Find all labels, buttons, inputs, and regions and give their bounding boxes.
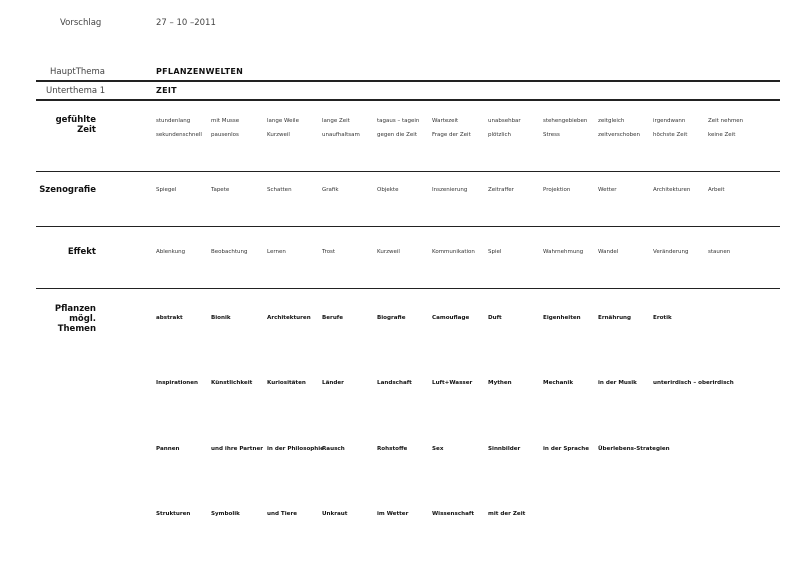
- divider: [36, 80, 780, 82]
- grid-cell: Überlebens-Strategien: [598, 446, 670, 452]
- hauptthema-label: HauptThema: [50, 67, 106, 77]
- grid-cell: Ablenkung: [156, 249, 186, 255]
- grid-cell: zeitgleich: [598, 118, 625, 124]
- grid-cell: Erotik: [653, 315, 672, 321]
- grid-cell: Spiel: [488, 249, 502, 255]
- grid-cell: Rohstoffe: [377, 446, 408, 452]
- divider: [36, 226, 780, 227]
- grid-cell: Sex: [432, 446, 444, 452]
- section-label-pflanzen: [36, 304, 96, 334]
- grid-cell: stehengebieben: [543, 118, 588, 124]
- grid-cell: Schatten: [267, 187, 292, 193]
- grid-cell: Landschaft: [377, 380, 412, 386]
- grid-cell: Architekturen: [653, 187, 691, 193]
- grid-cell: in der Sprache: [543, 446, 590, 452]
- grid-cell: Veränderung: [653, 249, 689, 255]
- grid-cell: Kommunikation: [432, 249, 475, 255]
- grid-cell: Bionik: [211, 315, 231, 321]
- grid-cell: Stress: [543, 132, 560, 138]
- grid-cell: stundenlang: [156, 118, 191, 124]
- grid-cell: Eigenheiten: [543, 315, 581, 321]
- grid-cell: in der Philosophie: [267, 446, 324, 452]
- divider: [36, 99, 780, 101]
- grid-cell: lange Weile: [267, 118, 299, 124]
- grid-cell: Grafik: [322, 187, 339, 193]
- grid-cell: Wissenschaft: [432, 511, 475, 517]
- grid-cell: und ihre Partner: [211, 446, 264, 452]
- grid-cell: staunen: [708, 249, 731, 255]
- grid-cell: Biografie: [377, 315, 406, 321]
- grid-cell: unabsehbar: [488, 118, 521, 124]
- grid-cell: sekundenschnell: [156, 132, 202, 138]
- grid-cell: Camouflage: [432, 315, 470, 321]
- grid-cell: Spiegel: [156, 187, 177, 193]
- divider: [36, 171, 780, 172]
- grid-cell: pausenlos: [211, 132, 239, 138]
- grid-cell: Berufe: [322, 315, 344, 321]
- grid-cell: Sinnbilder: [488, 446, 521, 452]
- grid-cell: Wahrnehmung: [543, 249, 584, 255]
- grid-cell: Länder: [322, 380, 344, 386]
- grid-cell: Zeit nehmen: [708, 118, 744, 124]
- grid-cell: Kurzweil: [267, 132, 290, 138]
- grid-cell: tagaus – tagein: [377, 118, 420, 124]
- unterthema-value: ZEIT: [156, 86, 177, 95]
- grid-cell: Frage der Zeit: [432, 132, 471, 138]
- grid-cell: in der Musik: [598, 380, 637, 386]
- grid-cell: mit Musse: [211, 118, 240, 124]
- divider: [36, 288, 780, 289]
- grid-cell: Strukturen: [156, 511, 191, 517]
- section-label-pflanzen-line2: mögl. Themen: [57, 314, 96, 334]
- grid-cell: Kuriositäten: [267, 380, 306, 386]
- grid-cell: Kurzweil: [377, 249, 400, 255]
- grid-cell: Wetter: [598, 187, 617, 193]
- hauptthema-value: PFLANZENWELTEN: [156, 67, 244, 76]
- grid-cell: Projektion: [543, 187, 571, 193]
- grid-cell: Pannen: [156, 446, 180, 452]
- grid-cell: Rausch: [322, 446, 345, 452]
- section-label-gefuehlte-zeit: gefühlte Zeit: [55, 115, 96, 135]
- vorschlag-label: Vorschlag: [60, 18, 102, 28]
- grid-cell: mit der Zeit: [488, 511, 526, 517]
- section-label-effekt: Effekt: [67, 247, 96, 257]
- grid-cell: im Wetter: [377, 511, 409, 517]
- date-text: 27 – 10 –2011: [156, 18, 216, 28]
- grid-cell: zeitverschoben: [598, 132, 640, 138]
- grid-cell: Trost: [322, 249, 336, 255]
- grid-cell: Künstlichkeit: [211, 380, 253, 386]
- grid-cell: Zeitraffer: [488, 187, 514, 193]
- grid-cell: Duft: [488, 315, 502, 321]
- grid-cell: gegen die Zeit: [377, 132, 417, 138]
- grid-cell: Symbolik: [211, 511, 240, 517]
- grid-cell: Wartezeit: [432, 118, 459, 124]
- grid-cell: abstrakt: [156, 315, 183, 321]
- grid-cell: keine Zeit: [708, 132, 736, 138]
- grid-cell: und Tiere: [267, 511, 297, 517]
- grid-cell: Arbeit: [708, 187, 725, 193]
- grid-cell: Unkraut: [322, 511, 348, 517]
- grid-cell: höchste Zeit: [653, 132, 688, 138]
- unterthema-label: Unterthema 1: [46, 86, 106, 96]
- grid-cell: unaufhaltsam: [322, 132, 360, 138]
- section-label-pflanzen-line1: Pflanzen: [54, 304, 96, 314]
- grid-cell: Inszenierung: [432, 187, 468, 193]
- grid-cell: Mechanik: [543, 380, 574, 386]
- grid-cell: Wandel: [598, 249, 619, 255]
- section-label-szenografie: Szenografie: [39, 185, 96, 195]
- grid-cell: plötzlich: [488, 132, 511, 138]
- grid-cell: Ernährung: [598, 315, 632, 321]
- grid-cell: Tapete: [211, 187, 230, 193]
- grid-cell: Inspirationen: [156, 380, 199, 386]
- grid-cell: Objekte: [377, 187, 399, 193]
- grid-cell: Luft+Wasser: [432, 380, 473, 386]
- grid-cell: lange Zeit: [322, 118, 350, 124]
- grid-cell: Architekturen: [267, 315, 311, 321]
- grid-cell: irgendwann: [653, 118, 686, 124]
- grid-cell: unterirdisch – oberirdisch: [653, 380, 734, 386]
- grid-cell: Beobachtung: [211, 249, 248, 255]
- grid-cell: Lernen: [267, 249, 286, 255]
- grid-cell: Mythen: [488, 380, 512, 386]
